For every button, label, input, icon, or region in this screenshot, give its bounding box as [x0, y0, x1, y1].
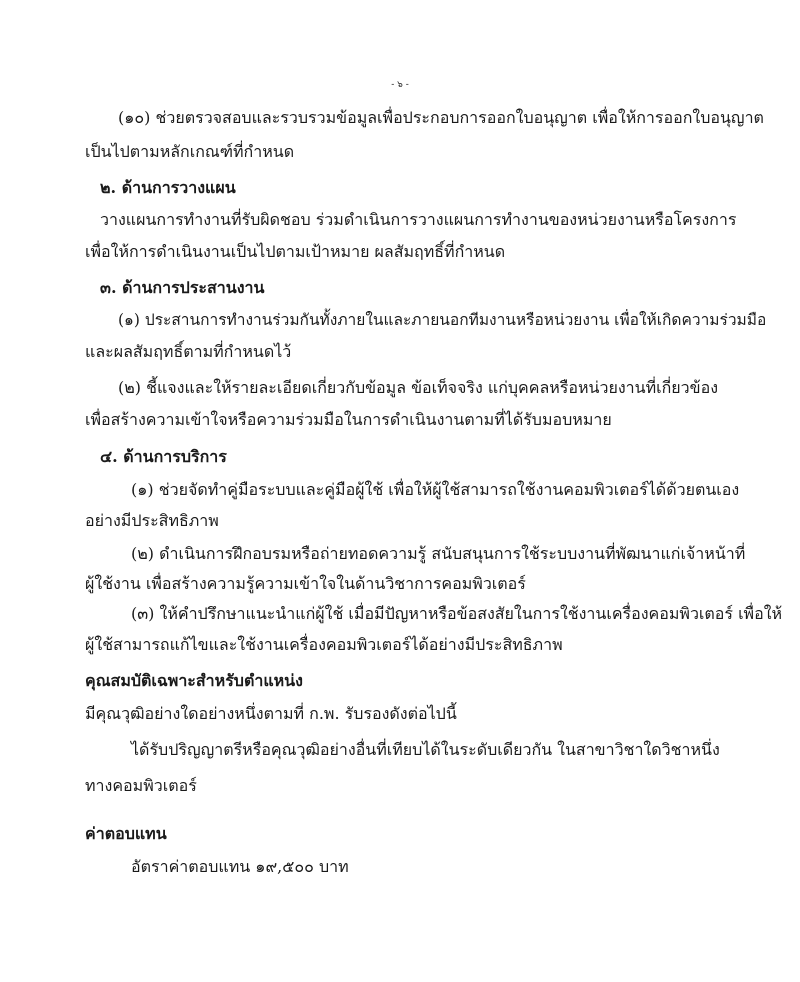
- page-number: - ๖ -: [391, 80, 409, 90]
- service-3-line2: ผู้ใช้สามารถแก้ไขและใช้งานเครื่องคอมพิวเตอร์ได้อย่างมีประสิทธิภาพ: [85, 635, 563, 654]
- planning-heading: ๒. ด้านการวางแผน: [100, 178, 236, 197]
- item-10-line2: เป็นไปตามหลักเกณฑ์ที่กำหนด: [85, 142, 295, 161]
- qualification-line2: ทางคอมพิวเตอร์: [85, 776, 197, 795]
- planning-line1: วางแผนการทำงานที่รับผิดชอบ ร่วมดำเนินการวางแผนการทำงานของหน่วยงานหรือโครงการ: [100, 210, 737, 229]
- planning-line2: เพื่อให้การดำเนินงานเป็นไปตามเป้าหมาย ผลสัมฤทธิ์ที่กำหนด: [85, 242, 506, 261]
- compensation-heading: ค่าตอบแทน: [85, 824, 167, 843]
- service-3-line1: (๓) ให้คำปรึกษาแนะนำแก่ผู้ใช้ เมื่อมีปัญหาหรือข้อสงสัยในการใช้งานเครื่องคอมพิวเตอร์ เพื่อให้: [131, 604, 783, 623]
- service-2-line2: ผู้ใช้งาน เพื่อสร้างความรู้ความเข้าใจในด้านวิชาการคอมพิวเตอร์: [85, 574, 526, 593]
- item-10-line1: (๑๐) ช่วยตรวจสอบและรวบรวมข้อมูลเพื่อประกอบการออกใบอนุญาต เพื่อให้การออกใบอนุญาต: [118, 108, 764, 127]
- qualification-intro: มีคุณวุฒิอย่างใดอย่างหนึ่งตามที่ ก.พ. รับรองดังต่อไปนี้: [85, 704, 457, 723]
- compensation-rate: อัตราค่าตอบแทน ๑๙,๕๐๐ บาท: [131, 857, 349, 876]
- coord-2-line2: เพื่อสร้างความเข้าใจหรือความร่วมมือในการดำเนินงานตามที่ได้รับมอบหมาย: [85, 410, 612, 429]
- coord-1-line2: และผลสัมฤทธิ์ตามที่กำหนดไว้: [85, 342, 292, 361]
- qualification-heading: คุณสมบัติเฉพาะสำหรับตำแหน่ง: [85, 671, 303, 690]
- service-2-line1: (๒) ดำเนินการฝึกอบรมหรือถ่ายทอดความรู้ สนับสนุนการใช้ระบบงานที่พัฒนาแก่เจ้าหน้าที่: [131, 544, 746, 563]
- qualification-line1: ได้รับปริญญาตรีหรือคุณวุฒิอย่างอื่นที่เทียบได้ในระดับเดียวกัน ในสาขาวิชาใดวิชาหนึ่ง: [131, 740, 720, 759]
- coord-1-line1: (๑) ประสานการทำงานร่วมกันทั้งภายในและภายนอกทีมงานหรือหน่วยงาน เพื่อให้เกิดความร่วมมือ: [118, 311, 767, 329]
- coord-2-line1: (๒) ชี้แจงและให้รายละเอียดเกี่ยวกับข้อมูล ข้อเท็จจริง แก่บุคคลหรือหน่วยงานที่เกี่ยวข้อง: [118, 378, 719, 397]
- coordination-heading: ๓. ด้านการประสานงาน: [100, 278, 265, 297]
- service-1-line2: อย่างมีประสิทธิภาพ: [85, 511, 219, 530]
- service-heading: ๔. ด้านการบริการ: [100, 447, 227, 466]
- service-1-line1: (๑) ช่วยจัดทำคู่มือระบบและคู่มือผู้ใช้ เพื่อให้ผู้ใช้สามารถใช้งานคอมพิวเตอร์ได้ด้วยตนเอง: [131, 480, 740, 499]
